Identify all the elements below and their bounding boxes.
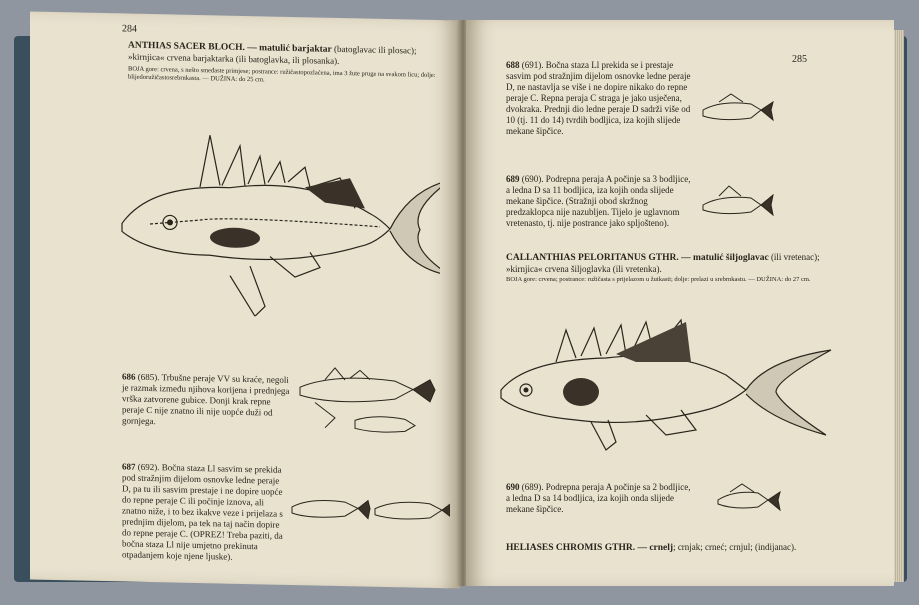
key-686 xyxy=(122,371,292,430)
page-number-left: 284 xyxy=(122,23,137,35)
anthias-fish-illustration xyxy=(110,113,440,320)
key-686-text: (685). Trbušne peraje VV su kraće, negoli je razmak između njihova korijena i prednjega vrška zatvorene gubice. Donji krak repne peraje C nije znatno ili nije uopće duži od gornjega. xyxy=(122,371,290,427)
heliases-title: HELIASES CHROMIS GTHR. — crnelj xyxy=(506,543,674,553)
callanthias-title: CALLANTHIAS PELORITANUS GTHR. — matulić šiljoglavac xyxy=(506,253,769,263)
fish-diagram-690 xyxy=(716,480,786,520)
key-688-number: 688 xyxy=(506,60,520,70)
key-688 xyxy=(506,60,696,137)
right-page xyxy=(466,20,894,586)
anthias-title: ANTHIAS SACER BLOCH. — matulić barjaktar xyxy=(128,40,332,55)
key-689-number: 689 xyxy=(506,174,520,184)
fish-diagram-686 xyxy=(295,357,445,450)
callanthias-color-note: BOJA gore: crvena; postrance: ružičasta s prijelazom u žutkasti; dolje: prelazi u srebrnkastu. — DUŽINA: do 27 cm. xyxy=(506,276,811,283)
callanthias-heading xyxy=(506,252,836,275)
fish-diagram-689 xyxy=(701,180,781,225)
key-686-number: 686 xyxy=(122,371,136,382)
key-689-text: (690). Podrepna peraja A počinje sa 3 bodljice, a ledna D sa 11 bodljica, iza kojih onda slijede mekane šipčice. (Stražnji obod skržnog predzaklopca nije nazubljen. Tijelo je uglavnom vretenasto, tj. nije postrance jako spljošteno). xyxy=(506,174,691,228)
fish-diagram-687 xyxy=(290,487,450,540)
callanthias-title-rest: (ili vretenac); »kirnjica« crvena šiljoglavka (ili vretenka). xyxy=(506,252,820,274)
anthias-color-note: BOJA gore: crvena, s nešto smeđaste primjese; postrance: ružičastopozlaćena, ima 3 žute pruge na svakom licu; dolje: blijedoružičastosrebrnkasta. — DUŽINA: do 25 cm. xyxy=(128,65,436,84)
key-688-text: (691). Bočna staza Ll prekida se i prestaje sasvim pod stražnjim dijelom osnovke ledne peraje D, ne nastavlja se više i ne dopire nikako do repne peraje C. Repna peraja C straga je jako usječena, dvokraka. Prednji dio ledne peraje D sadrži više od 10 (tj. 11 do 14) tvrdih bodljica, iza kojih slijede mekane šipčice. xyxy=(506,60,691,136)
key-687 xyxy=(122,461,287,563)
anthias-heading xyxy=(128,40,448,70)
key-689 xyxy=(506,174,696,229)
heliases-heading xyxy=(506,542,876,554)
callanthias-fish-illustration xyxy=(496,310,836,460)
key-687-number: 687 xyxy=(122,461,136,472)
heliases-title-rest: ; crnjak; crneć; crnjul; (indijanac). xyxy=(673,542,797,552)
left-page xyxy=(30,11,460,588)
fish-diagram-688 xyxy=(701,90,781,130)
page-number-right: 285 xyxy=(792,54,807,65)
key-690-number: 690 xyxy=(506,482,520,492)
key-690-text: (689). Podrepna peraja A počinje sa 2 bodljice, a ledna D sa 14 bodljica, iza kojih onda slijede mekane šipčice. xyxy=(506,482,691,514)
key-687-text: (692). Bočna staza Ll sasvim se prekida pod stražnjim dijelom osnovke ledne peraje D, pa tu ili sasvim prestaje i ne dopire uopće do repne peraje C ili počinje iznova, ali znatno niže, i to bez ikakve veze i prijelaza s prednjim dijelom, pa tek na taj način dopire do repne peraje C. (OPREZ! Treba paziti, da bočna staza Ll nije umjetno prekinuta otpadanjem koje njene ljuske). xyxy=(122,461,283,562)
anthias-title-rest: (batoglavac ili plosac); »kirnjica« crvena barjaktarka (ili batoglavka, ili plosanka). xyxy=(128,43,417,66)
key-690 xyxy=(506,482,696,515)
